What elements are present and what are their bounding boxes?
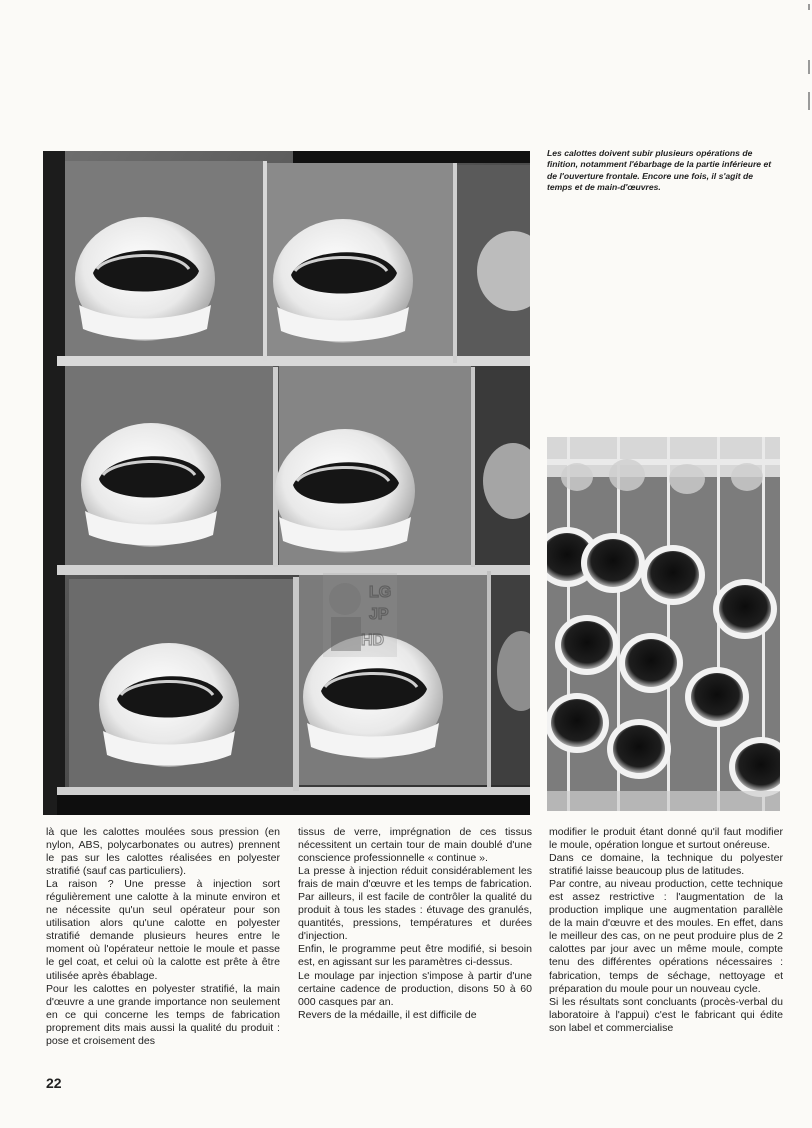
svg-text:HD: HD <box>361 632 385 649</box>
text-column-1 <box>46 826 280 1048</box>
paragraph: La raison ? Une presse à injection sort régulièrement une calotte à la minute environ et ne nécessite qu'un seul opérateur pour son utilisation alors qu'une calotte en polyester stratifié demande plusieurs heures entre le moment où l'opérateur nettoie le moule et passe le gel coat, et celui où la calotte est prête à être utilisée après ébablage. <box>46 878 280 982</box>
photo-caption: Les calottes doivent subir plusieurs opérations de finition, notamment l'ébarbage de la partie inférieure et de l'ouverture frontale. Encore une fois, il s'agit de temps et de main-d'œuvres. <box>547 148 772 193</box>
paragraph: là que les calottes moulées sous pression (en nylon, ABS, polycarbonates ou autres) prennent le pas sur les calottes réalisées en polyester stratifié (sauf cas particuliers). <box>46 826 280 878</box>
paragraph: Revers de la médaille, il est difficile de <box>298 1008 477 1021</box>
paragraph: modifier le produit étant donné qu'il faut modifier le moule, opération longue et surtout onéreuse. <box>549 826 783 852</box>
text-column-2 <box>298 826 532 1022</box>
paragraph: Pour les calottes en polyester stratifié, la main d'œuvre a une grande importance non seulement en ce qui concerne les temps de fabrication proprement dits mais aussi la qualité du produit : pose et croisement des <box>46 982 280 1047</box>
margin-mark <box>808 92 810 110</box>
paragraph: tissus de verre, imprégnation de ces tissus nécessitent un certain tour de main doublé d'une conscience professionnelle « continue ». <box>298 826 532 865</box>
paragraph: Le moulage par injection s'impose à partir d'une certaine cadence de production, disons 50 à 60 000 casques par an. <box>298 969 532 1008</box>
page-number: 22 <box>46 1075 62 1091</box>
helmet-shells-drying-rack-photo <box>547 437 780 811</box>
svg-text:LG: LG <box>369 584 392 601</box>
margin-mark <box>808 60 810 74</box>
margin-mark <box>808 4 810 10</box>
paragraph: Si les résultats sont concluants (procès-verbal du laboratoire à l'appui) c'est le fabricant qui édite son label et commercialise <box>549 995 783 1034</box>
svg-text:JP: JP <box>369 606 389 623</box>
text-column-3 <box>549 826 783 1035</box>
paragraph: Enfin, le programme peut être modifié, si besoin est, en agissant sur les paramètres ci-dessus. <box>298 943 532 969</box>
paragraph: Par contre, au niveau production, cette technique est assez restrictive : l'augmentation de la production implique une augmentation parallèle de la main d'œuvre et des moules. En effet, dans le meilleur des cas, on ne peut produire plus de 2 calottes par jour avec un même moule, compte tenu des différentes opérations nécessaires : fabrication, temps de séchage, nettoyage et préparation du moule pour un nouveau cycle. <box>549 878 783 995</box>
paragraph: La presse à injection réduit considérablement les frais de main d'œuvre et les temps de fabrication. Par ailleurs, il est facile de contrôler la qualité du produit à tous les stades : étuvage des granulés, quantités, pressions, températures et durées d'injection. <box>298 865 532 943</box>
paragraph: Dans ce domaine, la technique du polyester stratifié laisse beaucoup plus de latitudes. <box>549 852 783 878</box>
helmet-shells-on-shelves-photo <box>43 151 530 815</box>
watermark-logo <box>323 573 397 657</box>
